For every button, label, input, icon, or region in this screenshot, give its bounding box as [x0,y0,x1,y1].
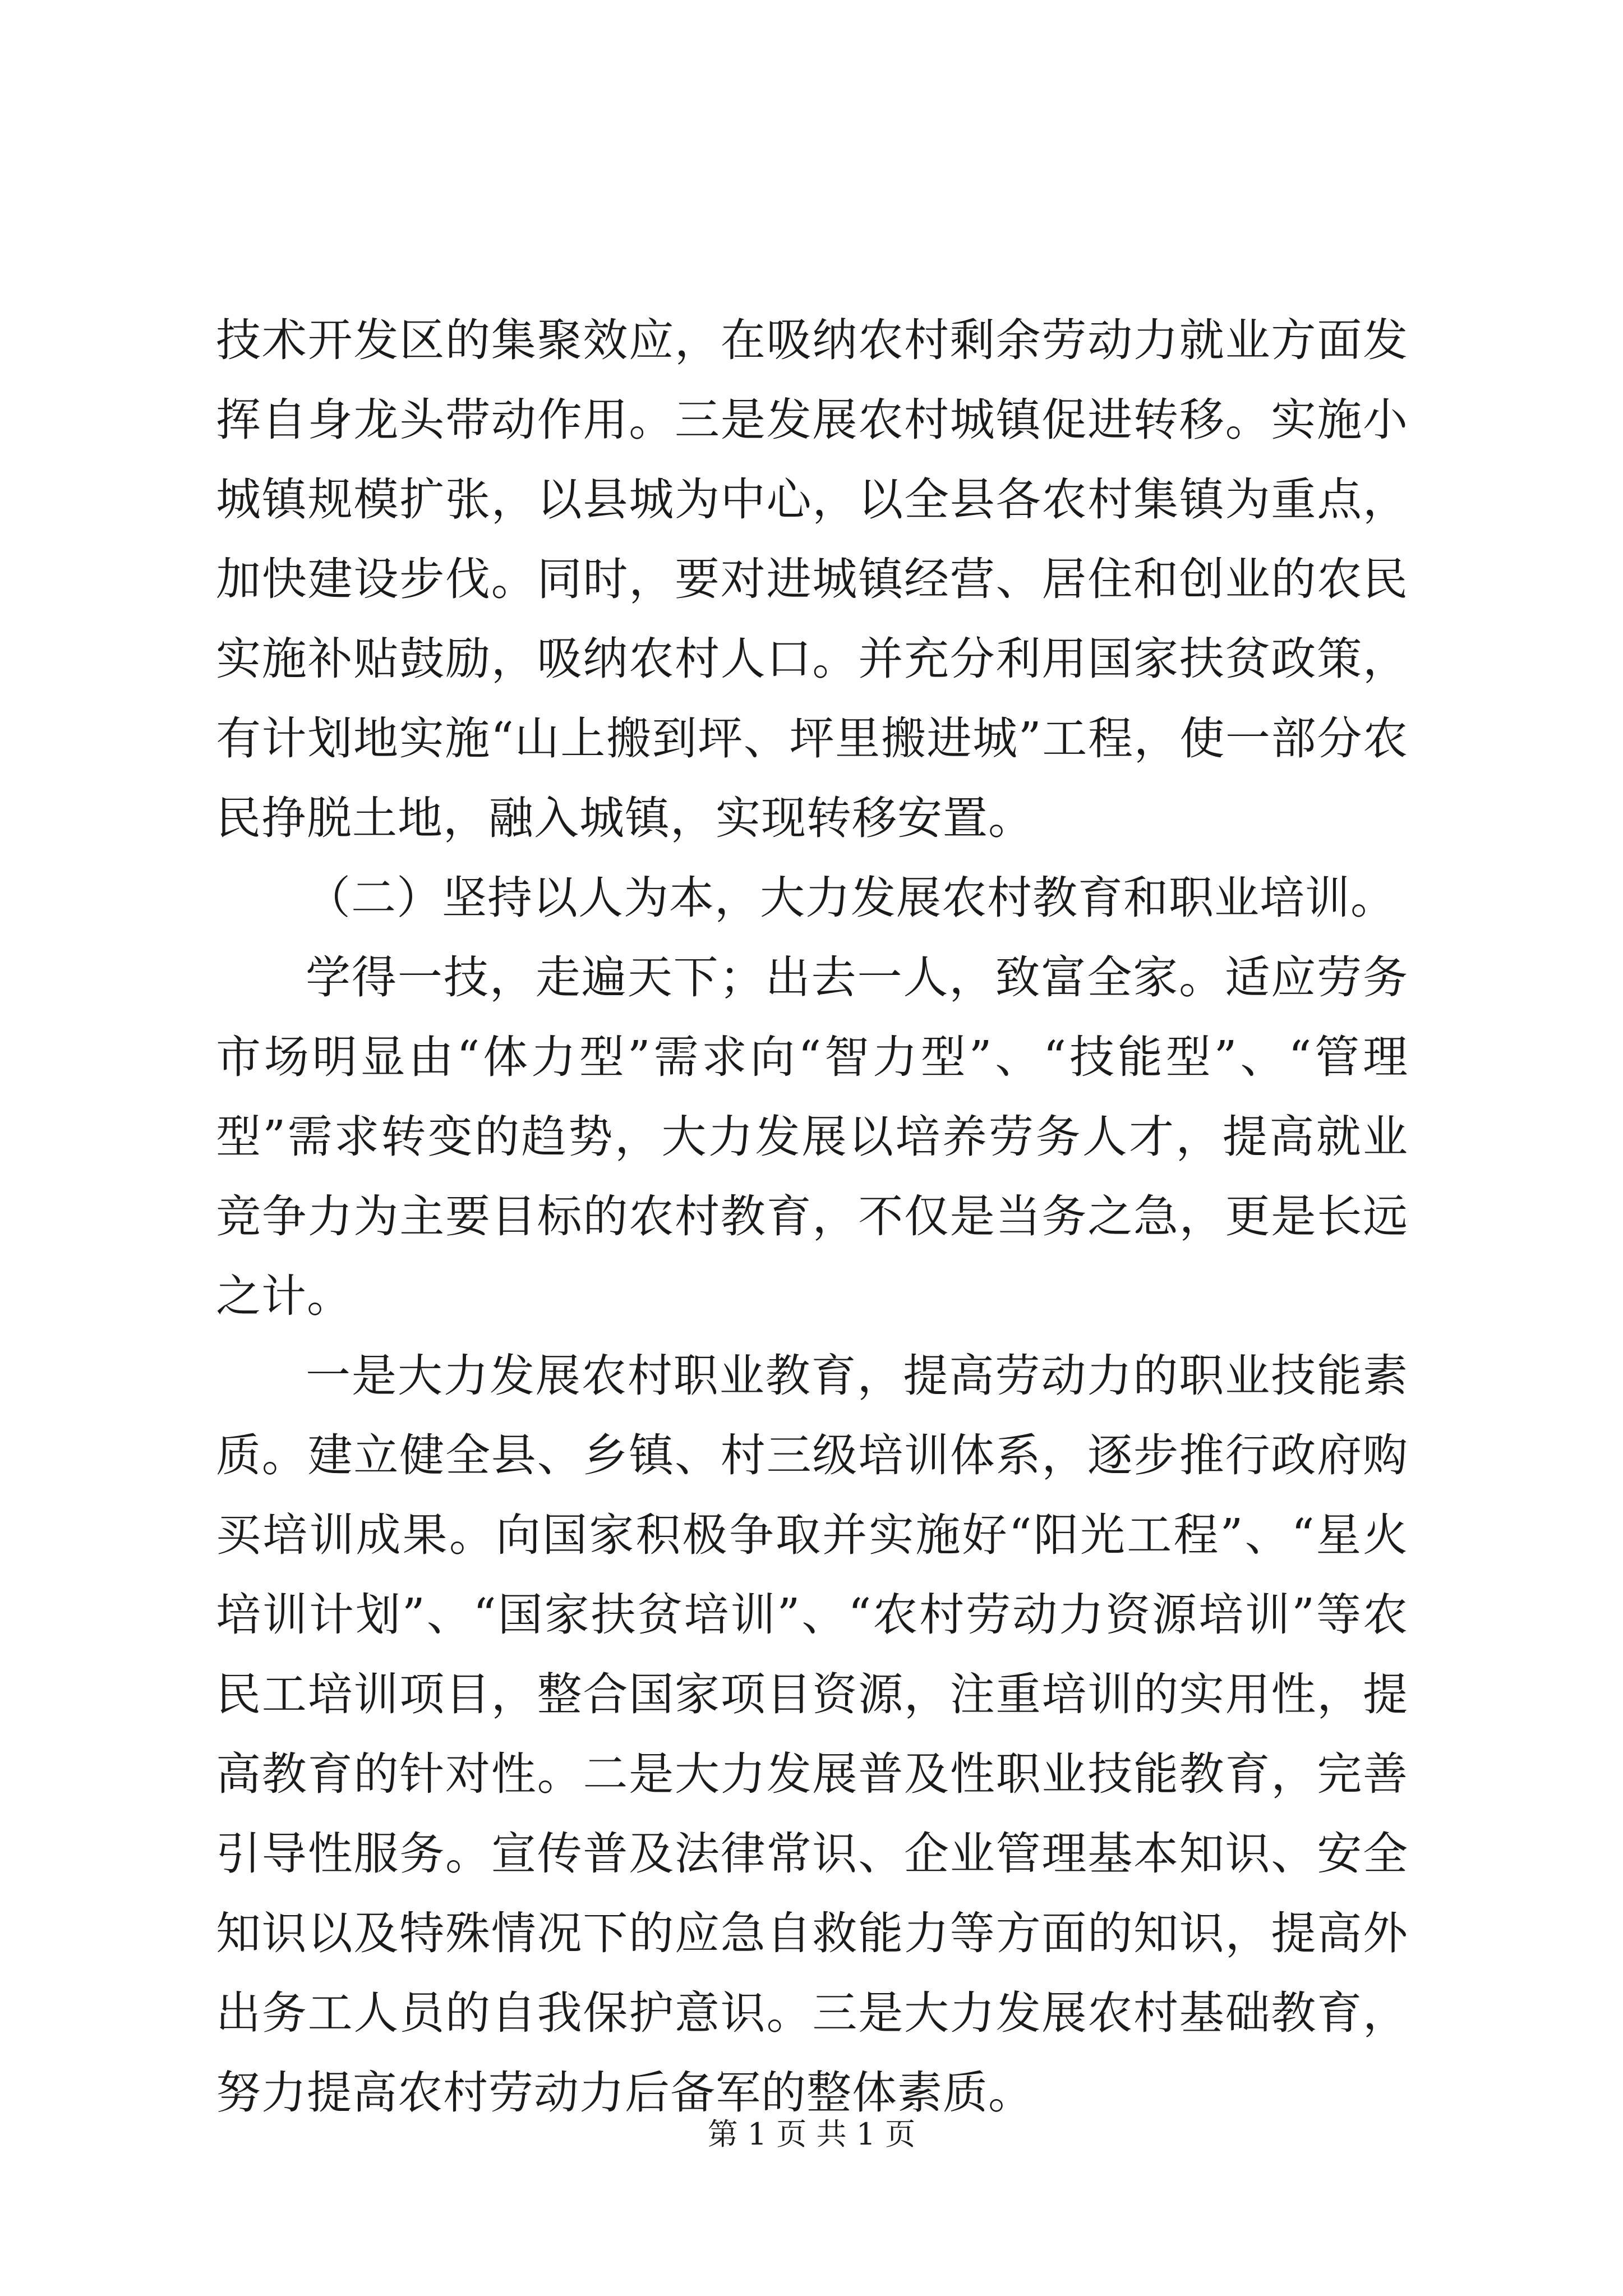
section-heading: （二）坚持以人为本，大力发展农村教育和职业培训。 [306,872,1396,924]
page-number-label: 第 1 页 共 1 页 [707,2116,916,2152]
page-footer [0,2115,1623,2154]
document-body [216,301,1408,2133]
paragraph-continuation: 技术开发区的集聚效应，在吸纳农村剩余劳动力就业方面发挥自身龙头带动作用。三是发展农村城镇促进转移。实施小城镇规模扩张，以县城为中心，以全县各农村集镇为重点，加快建设步伐。同时，要对进城镇经营、居住和创业的农民实施补贴鼓励，吸纳农村人口。并充分利用国家扶贫政策，有计划地实施“山上搬到坪、坪里搬进城”工程，使一部分农民挣脱土地，融入城镇，实现转移安置。 [216,314,1408,844]
paragraph-measures: 一是大力发展农村职业教育，提高劳动力的职业技能素质。建立健全县、乡镇、村三级培训体系，逐步推行政府购买培训成果。向国家积极争取并实施好“阳光工程”、“星火培训计划”、“国家扶贫培训”、“农村劳动力资源培训”等农民工培训项目，整合国家项目资源，注重培训的实用性，提高教育的针对性。二是大力发展普及性职业技能教育，完善引导性服务。宣传普及法律常识、企业管理基本知识、安全知识以及特殊情况下的应急自救能力等方面的知识，提高外出务工人员的自我保护意识。三是大力发展农村基础教育，努力提高农村劳动力后备军的整体素质。 [216,1350,1408,2119]
paragraph-intro: 学得一技，走遍天下；出去一人，致富全家。适应劳务市场明显由“体力型”需求向“智力型”、“技能型”、“管理型”需求转变的趋势，大力发展以培养劳务人才，提高就业竞争力为主要目标的农村教育，不仅是当务之急，更是长远之计。 [216,951,1408,1322]
